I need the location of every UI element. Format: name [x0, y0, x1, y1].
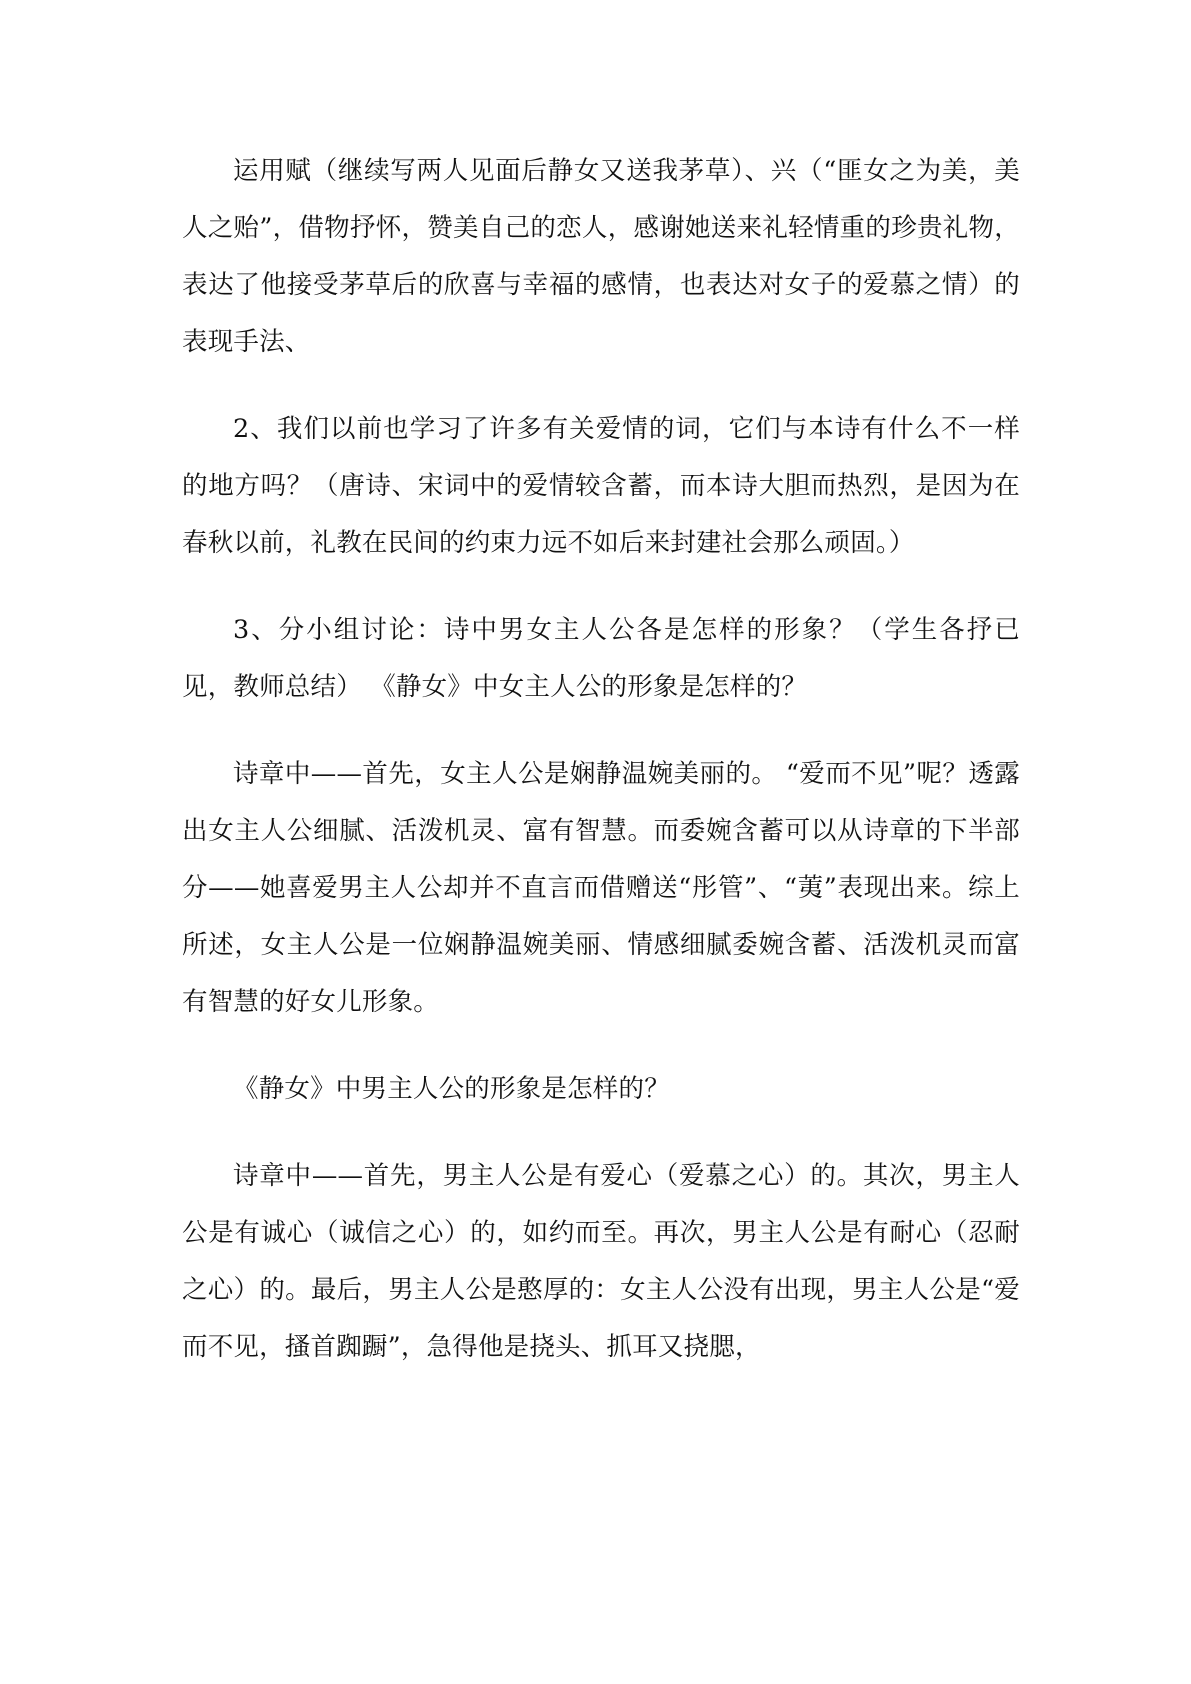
paragraph-question-3: 3、分小组讨论：诗中男女主人公各是怎样的形象？（学生各抒已见，教师总结） 《静女》中女主人公的形象是怎样的？ — [182, 615, 1020, 702]
paragraph-rhetoric-techniques: 运用赋（继续写两人见面后静女又送我茅草）、兴（“匪女之为美，美人之贻”，借物抒怀，赞美自己的恋人，感谢她送来礼轻情重的珍贵礼物，表达了他接受茅草后的欣喜与幸福的感情，也表达对女子的爱慕之情）的表现手法、 — [182, 156, 1020, 357]
paragraph-hero-analysis: 诗章中——首先，男主人公是有爱心（爱慕之心）的。其次，男主人公是有诚心（诚信之心）的，如约而至。再次，男主人公是有耐心（忍耐之心）的。最后，男主人公是憨厚的：女主人公没有出现，男主人公是“爱而不见，搔首踟蹰”，急得他是挠头、抓耳又挠腮， — [182, 1161, 1020, 1362]
paragraph-question-2: 2、我们以前也学习了许多有关爱情的词，它们与本诗有什么不一样的地方吗？（唐诗、宋词中的爱情较含蓄，而本诗大胆而热烈，是因为在春秋以前，礼教在民间的约束力远不如后来封建社会那么顽固。） — [182, 414, 1020, 558]
document-body — [182, 143, 1020, 1376]
paragraph-heroine-analysis: 诗章中——首先，女主人公是娴静温婉美丽的。 “爱而不见”呢？透露出女主人公细腻、活泼机灵、富有智慧。而委婉含蓄可以从诗章的下半部分——她喜爱男主人公却并不直言而借赠送“彤管”、“荑”表现出来。综上所述，女主人公是一位娴静温婉美丽、情感细腻委婉含蓄、活泼机灵而富有智慧的好女儿形象。 — [182, 759, 1020, 1017]
paragraph-hero-question: 《静女》中男主人公的形象是怎样的？ — [233, 1074, 670, 1104]
